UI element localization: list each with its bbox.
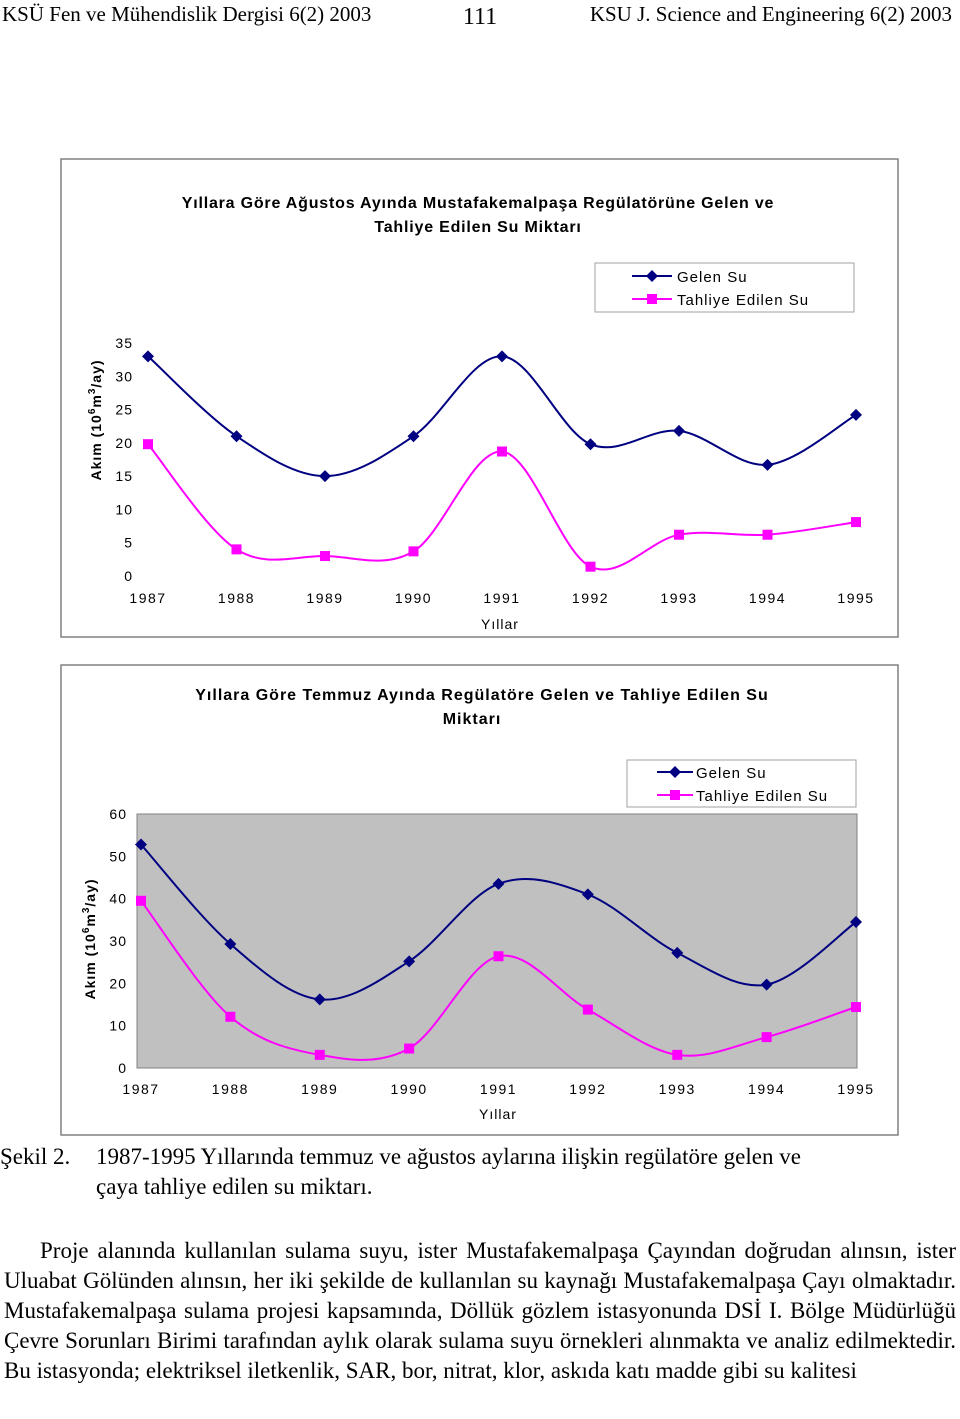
x-tick-label: 1989 <box>306 590 344 606</box>
chart-july <box>0 664 960 1138</box>
x-tick-label: 1989 <box>301 1081 339 1097</box>
chart-title-line1: Yıllara Göre Ağustos Ayında Mustafakemalpaşa Regülatörüne Gelen ve <box>181 195 775 212</box>
legend-marker-tahliye <box>647 294 657 304</box>
y-axis-title: Akım $(10^6m^3/ay)$ <box>81 878 98 1000</box>
y-tick-label: 5 <box>124 534 133 551</box>
x-tick-label: 1995 <box>837 590 875 606</box>
y-tick-label: 10 <box>109 1017 127 1034</box>
x-tick-label: 1988 <box>217 590 256 606</box>
y-tick-label: 20 <box>115 434 133 451</box>
y-tick-label: 0 <box>124 568 133 584</box>
data-point-tahliye <box>232 544 242 554</box>
figure-caption <box>0 1142 960 1202</box>
data-point-tahliye <box>851 517 861 527</box>
x-tick-label: 1994 <box>748 590 787 606</box>
data-point-tahliye <box>404 1044 414 1054</box>
x-tick-labels <box>129 590 874 606</box>
figure-label: Şekil 2. <box>0 1144 71 1169</box>
x-tick-label: 1994 <box>748 1081 786 1097</box>
x-tick-label: 1987 <box>122 1081 160 1097</box>
x-tick-labels <box>122 1081 874 1097</box>
data-point-tahliye <box>672 1050 682 1060</box>
y-tick-label: 30 <box>109 933 127 949</box>
data-point-tahliye <box>763 530 773 540</box>
y-tick-label: 60 <box>109 806 127 822</box>
y-tick-label: 10 <box>115 501 133 518</box>
body-paragraph: Proje alanında kullanılan sulama suyu, ister Mustafakemalpaşa Çayından doğrudan alınsın, ister Uluabat Gölünden alınsın, her iki şekilde de kullanılan su kaynağı Mustafakemalpaşa Çayı olmaktadır. Mustafakemalpaşa sulama projesi kapsamında, Döllük gözlem istasyonunda DSİ I. Bölge Müdürlüğü Çevre Sorunları Birimi tarafından aylık olarak sulama suyu örnekleri alınmakta ve analiz edilmektedir. Bu istasyonda; elektriksel iletkenlik, SAR, bor, nitrat, klor, askıda katı madde gibi su kalitesi <box>4 1238 956 1383</box>
page-number: 111 <box>462 4 498 30</box>
y-tick-label: 40 <box>109 890 127 907</box>
y-tick-label: 50 <box>109 848 127 865</box>
data-point-tahliye <box>851 1002 861 1012</box>
data-point-tahliye <box>320 551 330 561</box>
legend-marker-tahliye <box>670 790 680 800</box>
legend <box>595 263 854 312</box>
chart-july-svg <box>0 664 960 1138</box>
x-tick-label: 1990 <box>390 1081 428 1097</box>
journal-header-right: KSU J. Science and Engineering 6(2) 2003 <box>589 2 952 26</box>
data-point-tahliye <box>315 1050 325 1060</box>
x-tick-label: 1992 <box>571 590 610 606</box>
data-point-tahliye <box>225 1012 235 1022</box>
plot-area <box>137 814 857 1068</box>
legend-label-gelen: Gelen Su <box>696 765 767 782</box>
x-tick-label: 1993 <box>658 1081 696 1097</box>
caption-text-line2: çaya tahliye edilen su miktarı. <box>96 1174 373 1199</box>
chart-title-line2: Tahliye Edilen Su Miktarı <box>374 219 582 236</box>
data-point-tahliye <box>409 546 419 556</box>
y-tick-label: 25 <box>115 401 133 418</box>
chart-august <box>0 158 960 640</box>
data-point-tahliye <box>494 951 504 961</box>
caption-text-line1: 1987-1995 Yıllarında temmuz ve ağustos aylarına ilişkin regülatöre gelen ve <box>96 1144 801 1169</box>
chart-title-line2: Miktarı <box>442 711 502 728</box>
y-tick-label: 0 <box>118 1060 127 1076</box>
x-tick-label: 1993 <box>660 590 698 606</box>
x-tick-label: 1991 <box>483 590 521 606</box>
data-point-tahliye <box>583 1005 593 1015</box>
chart-title-line1: Yıllara Göre Temmuz Ayında Regülatöre Gelen ve Tahliye Edilen Su <box>195 687 769 704</box>
x-tick-label: 1992 <box>569 1081 607 1097</box>
journal-header-left: KSÜ Fen ve Mühendislik Dergisi 6(2) 2003 <box>2 2 372 26</box>
legend-label-tahliye: Tahliye Edilen Su <box>696 788 829 805</box>
x-axis-title: Yıllar <box>479 1106 517 1122</box>
x-tick-label: 1991 <box>479 1081 518 1097</box>
data-point-tahliye <box>762 1032 772 1042</box>
legend <box>627 760 856 807</box>
y-axis-title: Akım $(10^6m^3/ay)$ <box>87 359 104 481</box>
x-axis-title: Yıllar <box>481 616 519 632</box>
data-point-tahliye <box>497 447 507 457</box>
x-tick-label: 1990 <box>394 590 433 606</box>
data-point-tahliye <box>586 562 596 572</box>
x-tick-label: 1987 <box>129 590 167 606</box>
data-point-tahliye <box>136 896 146 906</box>
y-tick-label: 15 <box>115 468 133 485</box>
data-point-tahliye <box>143 439 153 449</box>
x-tick-label: 1995 <box>837 1081 875 1097</box>
y-tick-label: 20 <box>109 975 127 992</box>
y-tick-label: 30 <box>115 368 133 385</box>
chart-august-svg <box>0 158 960 640</box>
data-point-tahliye <box>674 530 684 540</box>
legend-label-gelen: Gelen Su <box>677 269 748 286</box>
x-tick-label: 1988 <box>211 1081 249 1097</box>
y-tick-label: 35 <box>115 335 133 351</box>
legend-label-tahliye: Tahliye Edilen Su <box>677 292 810 309</box>
